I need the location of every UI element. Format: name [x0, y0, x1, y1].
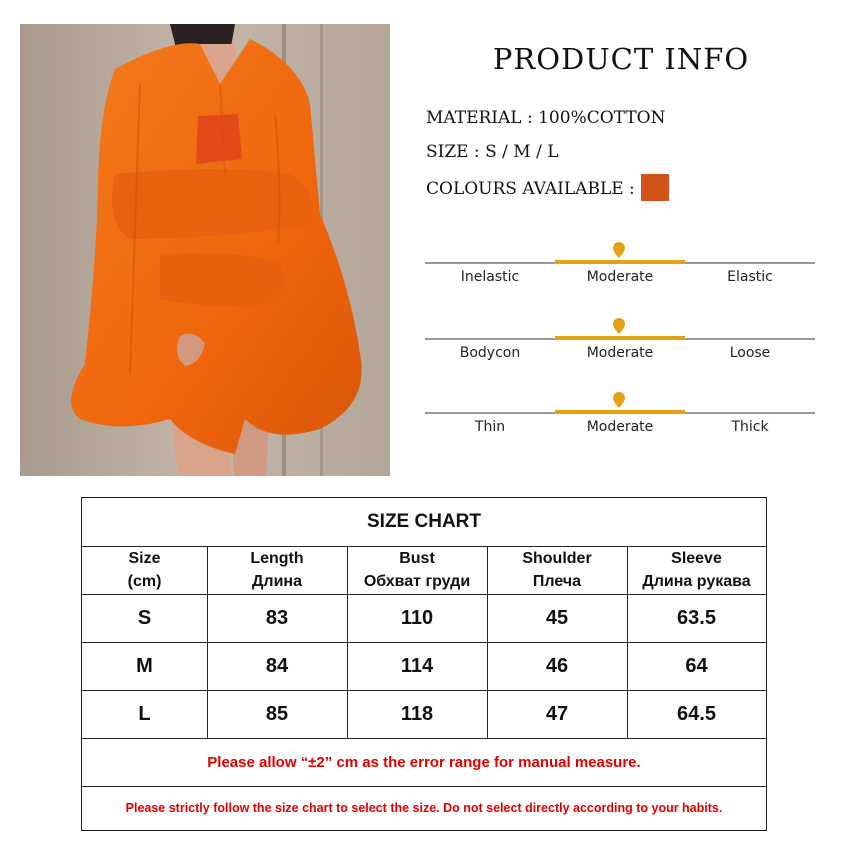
scale-right-label: Thick: [731, 419, 769, 435]
row-s-length: 83: [265, 606, 289, 629]
row-m-bust: 114: [400, 654, 434, 677]
colours-label: COLOURS AVAILABLE :: [426, 179, 635, 199]
location-pin-icon: [613, 242, 625, 260]
header-length-line1: Length: [250, 550, 304, 567]
header-length: [207, 546, 347, 594]
header-size: [82, 546, 207, 594]
row-l-sleeve: 64.5: [677, 702, 716, 725]
scale-middle-label: Moderate: [586, 269, 654, 285]
size-chart-title: SIZE CHART: [367, 511, 481, 532]
thickness-scale: [425, 398, 815, 438]
header-bust: [347, 546, 487, 594]
colour-swatch[interactable]: [641, 174, 669, 201]
row-s-shoulder: 45: [545, 606, 569, 629]
scale-middle-label: Moderate: [586, 345, 654, 361]
colours-row: [426, 176, 669, 203]
size-advice-note: Please strictly follow the size chart to select the size. Do not select directly according to your habits.: [125, 801, 723, 815]
row-l-length: 85: [265, 702, 289, 725]
scale-left-label: Inelastic: [460, 269, 520, 285]
row-l-shoulder: 47: [545, 702, 569, 725]
scale-left-label: Bodycon: [459, 345, 521, 361]
scale-highlight: [555, 336, 685, 340]
row-m-sleeve: 64: [685, 654, 708, 677]
header-bust-line1: Bust: [399, 550, 435, 567]
fit-scale: [425, 324, 815, 364]
error-range-note: Please allow “±2” cm as the error range for manual measure.: [207, 753, 641, 771]
location-pin-icon: [613, 318, 625, 336]
scale-left-label: Thin: [474, 419, 506, 435]
row-l-size: L: [138, 702, 151, 725]
size-chart-table: [81, 497, 767, 831]
scale-right-label: Loose: [729, 345, 771, 361]
location-pin-icon: [613, 392, 625, 410]
scale-highlight: [555, 410, 685, 414]
product-photo: [20, 24, 390, 476]
header-size-line2: (cm): [127, 573, 162, 590]
header-size-line1: Size: [128, 550, 161, 567]
header-shoulder: [487, 546, 627, 594]
header-shoulder-line2: Плеча: [532, 573, 582, 590]
row-l-bust: 118: [400, 702, 434, 725]
scale-highlight: [555, 260, 685, 264]
scale-right-label: Elastic: [727, 269, 773, 285]
material-text: MATERIAL : 100%COTTON: [426, 108, 666, 128]
row-m-size: M: [136, 654, 153, 677]
header-sleeve: [627, 546, 766, 594]
scale-middle-label: Moderate: [586, 419, 654, 435]
size-text: SIZE : S / M / L: [426, 142, 559, 162]
row-m-length: 84: [265, 654, 289, 677]
header-sleeve-line2: Длина рукава: [642, 573, 751, 590]
header-shoulder-line1: Shoulder: [522, 550, 592, 567]
product-info-title: PRODUCT INFO: [492, 42, 750, 76]
row-s-size: S: [137, 606, 152, 629]
header-length-line2: Длина: [252, 573, 302, 590]
stretch-scale: [425, 248, 815, 288]
row-m-shoulder: 46: [545, 654, 569, 677]
row-s-bust: 110: [400, 606, 434, 629]
header-bust-line2: Обхват груди: [363, 573, 471, 590]
header-sleeve-line1: Sleeve: [671, 550, 722, 567]
row-s-sleeve: 63.5: [677, 606, 716, 629]
